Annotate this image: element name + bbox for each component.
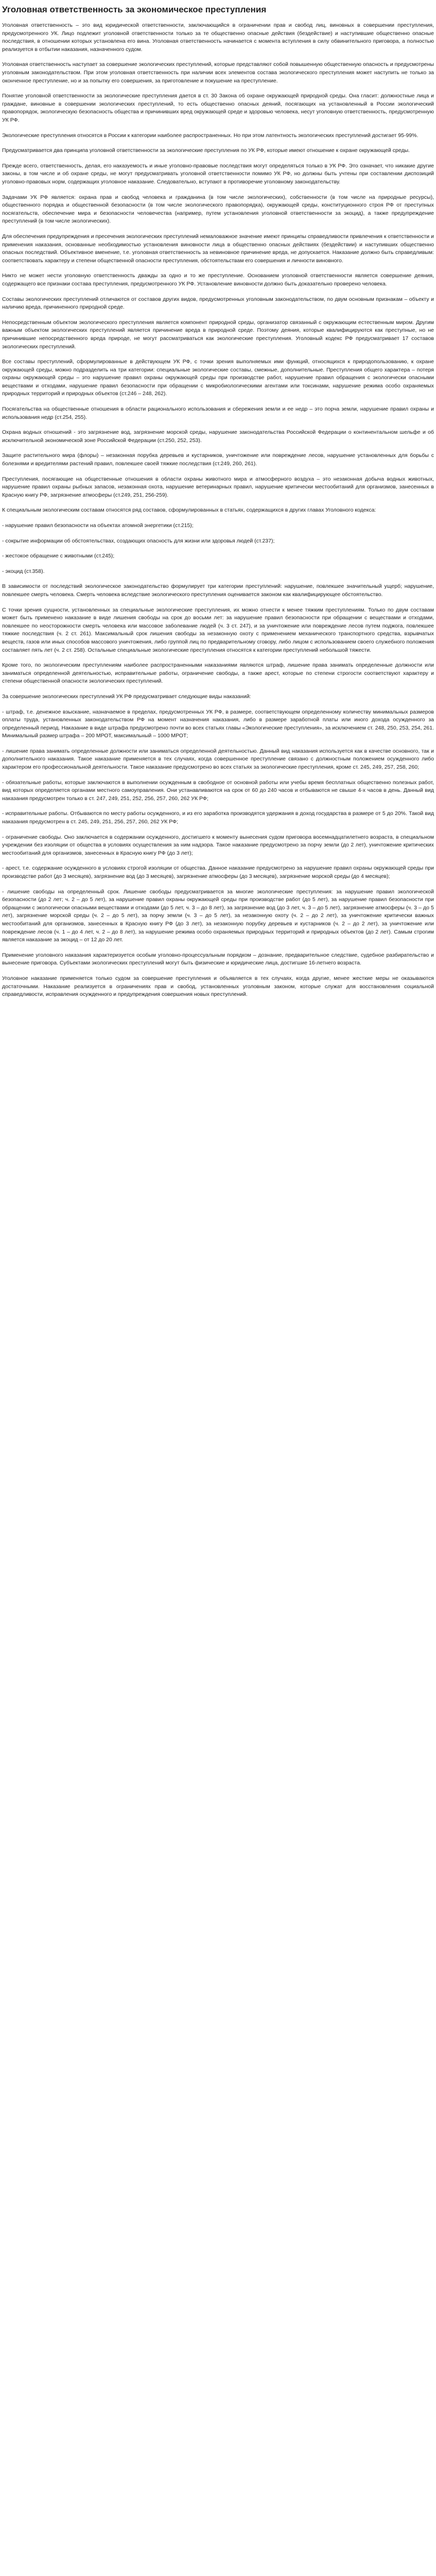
paragraph: Прежде всего, ответственность, делая, его наказуемость и иные уголовно-правовые последствия могут определяться только в УК РФ. Это означает, что никакие другие законы, в том числе и об охране среды, не могут предусматривать уголовной ответственности помимо УК РФ, но должны быть учтены при составлении диспозиций уголовно-правовых норм, содержащих уголовное наказание. Следовательно, вступают в противоречие уголовному законодательству. [2, 162, 434, 185]
paragraph: - сокрытие информации об обстоятельствах, создающих опасность для жизни или здоровья людей (ст.237); [2, 537, 275, 544]
paragraph: Все составы преступлений, сформулированные в действующем УК РФ, с точки зрения выполняемых ими функций, относящихся к природопользованию, к охране окружающей среды, можно подразделить на три категории: специальные экологические составы, смежные, дополнительные. Преступления общего характера – потеря охраны окружающей среды – это нарушение правил охраны окружающей среды при производстве работ, нарушение правил обращения с экологически опасными веществами и отходами, нарушение правил безопасности при обращении с микробиологическими агентами или токсинами, нарушение режима особо охраняемых природных территорий и природных объектов (ст.246 – 248, 262). [2, 359, 434, 397]
paragraph: Для обеспечения предупреждения и пресечения экологических преступлений немаловажное значение имеют принципы справедливости привлечения к ответственности и применения наказания, основанные необходимостью установления виновности лица в общественно опасных действиях (бездействии) и наступивших общественно опасных последствий. Объективное вменение, т.е. уголовная ответственность за невиновное причинение вреда, не допускается. Наказание должно быть справедливым: соответствовать характеру и степени общественной опасности преступления, обстоятельствам его совершения и личности виновного. [2, 233, 434, 264]
paragraph: Понятие уголовной ответственности за экологические преступления дается в ст. 30 Закона об охране окружающей природной среды. Она гласит: должностные лица и граждане, виновные в совершении экологических преступлений, то есть общественно опасных деяний, посягающих на установленный в России экологический правопорядок, экологическую безопасность общества и причинивших вред окружающей среде и здоровью человека, несут уголовную ответственность, предусмотренную УК РФ. [2, 93, 434, 124]
paragraph: Непосредственным объектом экологического преступления является компонент природной среды, организатор связанный с окружающим естественным миром. Другим важным объектом экологических преступлений является причинение вреда в природной среде. Поэтому деяния, которые квалифицируются как преступные, но не причинившие непосредственного вреда природе, не могут рассматриваться как экологические преступления. Уголовный кодекс РФ предусматривает 17 составов экологических преступлений. [2, 319, 434, 350]
paragraph: - нарушение правил безопасности на объектах атомной энергетики (ст.215); [2, 522, 194, 529]
paragraph: - исправительные работы. Отбываются по месту работы осужденного, и из его заработка производятся удержания в доход государства в размере от 5 до 20%. Такой вид наказания предусмотрен в ст. 245, 249, 251, 256, 257, 260, 262 УК РФ; [2, 810, 434, 825]
paragraph: Предусматривается два принципа уголовной ответственности за экологические преступления по УК РФ, которые имеют отношение к охране окружающей среды. [2, 147, 410, 154]
paragraph: Посягательства на общественные отношения в области рационального использования и сбережения земли и ее недр – это порча земли, нарушение правил охраны и использования недр (ст.254, 255). [2, 406, 434, 420]
paragraph: - арест, т.е. содержание осужденного в условиях строгой изоляции от общества. Данное наказание предусмотрено за нарушение правил охраны окружающей среды при производстве работ (до 3 месяцев), загрязнение вод (до 3 месяцев), загрязнение атмосферы (до 3 месяцев), загрязнение морской среды (до 4 месяцев); [2, 865, 434, 879]
paragraph: - штраф, т.е. денежное взыскание, назначаемое в пределах, предусмотренных УК РФ, в размере, соответствующем определенному количеству минимальных размеров оплаты труда, установленных законодательством РФ на момент назначения наказания, либо в размере заработной платы или иного дохода осужденного за определенный период. Наказание в виде штрафа предусмотрено почти во всех статьях главы «Экологические преступления», за исключением ст. 248, 250, 253, 254, 261. Минимальный размер штрафа – 200 МРОТ, максимальный – 1000 МРОТ; [2, 708, 434, 739]
paragraph: Составы экологических преступлений отличаются от составов других видов, предусмотренных уголовным законодательством, по двум основным признакам – объекту и наличию вреда, причиненного природной среде. [2, 296, 434, 311]
paragraph: - ограничение свободы. Оно заключается в содержании осужденного, достигшего к моменту вынесения судом приговора восемнадцатилетнего возраста, в специальном учреждении без изоляции от общества в условиях осуществления за ним надзора. Такое наказание предусмотрено за порчу земли (до 2 лет), уничтожение критических местообитаний для организмов, занесенных в Красную книгу РФ (до 3 лет); [2, 834, 434, 856]
paragraph: - экоцид (ст.358). [2, 568, 45, 574]
paragraph: - лишение свободы на определенный срок. Лишение свободы предусматривается за многие экологические преступления: за нарушение правил экологической безопасности (до 2 лет; ч. 2 – до 5 лет), за нарушение правил охраны окружающей среды при производстве работ (до 5 лет), за нарушение правил безопасности при обращении с экологически опасными веществами и отходами (до 5 лет, ч. 3 – до 8 лет), за загрязнение вод (до 3 лет, ч. 3 – до 5 лет), загрязнение атмосферы (ч. 3 – до 5 лет), загрязнение морской среды (ч. 2 – до 5 лет), за порчу земли (ч. 3 – до 5 лет), за незаконную охоту (ч. 2 – до 2 лет), за уничтожение критически важных местообитаний для организмов, занесенных в Красную книгу РФ (до 3 лет), за незаконную порубку деревьев и кустарников (ч. 2 – до 2 лет), за уничтожение или повреждение лесов (ч. 1 – до 4 лет, ч. 2 – до 8 лет), за нарушение режима особо охраняемых природных территорий и природных объектов (до 2 лет). Самым строгим является наказание за экоцид – от 12 до 20 лет. [2, 888, 434, 943]
paragraph: - жестокое обращение с животными (ст.245); [2, 553, 115, 560]
paragraph: Преступления, посягающие на общественные отношения в области охраны животного мира и атмосферного воздуха – это незаконная добыча водных животных, нарушение правил охраны рыбных запасов, незаконная охота, нарушение ветеринарных правил, нарушение критически местообитаний для организмов, занесенных в Красную книгу РФ, загрязнение атмосферы (ст.249, 251, 256-259). [2, 476, 434, 498]
paragraph: Применение уголовного наказания характеризуется особым уголовно-процессуальным порядком – дознание, предварительное следствие, судебное разбирательство и вынесение приговора. Субъектами экологических преступлений могут быть физические и юридические лица, достигшие 16-летнего возраста. [2, 952, 434, 967]
paragraph: Задачами УК РФ является: охрана прав и свобод человека и гражданина (в том числе экологических), собственности (в том числе на природные ресурсы), общественного порядка и общественной безопасности (в том числе экологического правопорядка), окружающей среды, конституционного строя РФ от преступных посягательств, обеспечение мира и безопасности человечества (например, путем установления уголовной ответственности за экоцид), а также предупреждение преступлений (в том числе экологических). [2, 194, 434, 225]
paragraph: Уголовная ответственность наступает за совершение экологических преступлений, которые представляют собой повышенную общественную опасность и предусмотрены уголовным законодательством. При этом уголовная ответственность при наличии всех элементов состава экологического преступления может наступить не только за оконченное преступление, но и за попытку его совершения, за приготовление и покушение на преступление. [2, 61, 434, 84]
paragraph: Кроме того, по экологическим преступлениям наиболее распространенными наказаниями являются штраф, лишение права занимать определенные должности или заниматься определенной деятельностью, исправительные работы, ограничение свободы, а также арест, которые по степени строгости соответствуют характеру и степени общественной опасности экологических преступлений. [2, 662, 434, 685]
paragraph: Защите растительного мира (флоры) – незаконная порубка деревьев и кустарников, уничтожение или повреждение лесов, нарушение установленных для борьбы с болезнями и вредителями растений правил, повлекшее своей тяжкие последствия (ст.249, 260, 261). [2, 452, 434, 467]
paragraph: В зависимости от последствий экологическое законодательство формулирует три категории преступлений: нарушение, повлекшее значительный ущерб; нарушение, повлекшее смерть человека. Смерть человека вследствие экологического преступления оценивается законом как квалифицирующее обстоятельство. [2, 583, 434, 598]
paragraph: Никто не может нести уголовную ответственность дважды за одно и то же преступление. Основанием уголовной ответственности является совершение деяния, содержащего все признаки состава преступления, предусмотренного УК РФ. Установление виновности должно быть доказательно проверено человека. [2, 273, 434, 287]
paragraph: Экологические преступления относятся в России к категории наиболее распространенных. Но при этом латентность экологических преступлений достигает 95-99%. [2, 132, 418, 139]
page [0, 0, 436, 1019]
paragraph: За совершение экологических преступлений УК РФ предусматривает следующие виды наказаний: [2, 693, 251, 700]
paragraph: - обязательные работы, которые заключаются в выполнении осужденным в свободное от основной работы или учебы время бесплатных общественно полезных работ, вид которых определяется органами местного самоуправления. Они устанавливаются на срок от 60 до 240 часов и отбываются не свыше 4-х часов в день. Данный вид наказания предусмотрен только в ст. 247, 249, 251, 252, 256, 257, 260, 262 УК РФ; [2, 779, 434, 802]
article-body [2, 22, 434, 999]
paragraph: Охрана водных отношений - это загрязнение вод, загрязнение морской среды, нарушение законодательства Российской Федерации о континентальном шельфе и об исключительной экономической зоне Российской Федерации (ст.250, 252, 253). [2, 429, 434, 444]
paragraph: С точки зрения сущности, установленных за специальные экологические преступления, их можно отнести к менее тяжким преступлениям. Только по двум составам может быть применено наказание в виде лишения свободы на срок до восьми лет: за нарушение правил безопасности при обращении с веществами и отходами, повлекшее по неосторожности смерть человека или массовое заболевание людей (ч. 3 ст. 247), и за уничтожение или повреждение лесов путем поджога, повлекшее тяжкие последствия (ч. 2 ст. 261). Максимальный срок лишения свободы за незаконную охоту с применением механического транспортного средства, взрывчатых веществ, газов или иных способов массового уничтожения, либо группой лиц по предварительному сговору, либо лицом с использованием своего служебного положения составляет пять лет (ч. 2 ст. 258). Остальные специальные экологические преступления относятся к категории преступлений небольшой тяжести. [2, 606, 434, 653]
paragraph: - лишение права занимать определенные должности или заниматься определенной деятельностью. Данный вид наказания используется как в качестве основного, так и дополнительного наказания. Такое наказание применяется в тех случаях, когда совершенное преступление связано с должностным положением осужденного либо характером его профессиональной деятельности. Такое наказание предусмотрено во всех статьях за экологические преступления, кроме ст. 245, 249, 257, 258, 260; [2, 748, 434, 771]
paragraph: Уголовное наказание применяется только судом за совершение преступления и объявляется в тех случаях, когда другие, менее жесткие меры не оказываются достаточными. Наказание реализуется в ограничениях прав и свобод, установленных уголовным законом, которые служат для восстановления социальной справедливости, исправления осужденного и предупреждения совершения новых преступлений. [2, 975, 434, 998]
paragraph: Уголовная ответственность – это вид юридической ответственности, заключающийся в ограничении прав и свобод лиц, виновных в совершении преступления, предусмотренного УК. Лицо подлежит уголовной ответственности только за те общественно опасные действия (бездействие) и наступившие общественно опасные последствия, в отношении которых установлена его вина. Уголовная ответственность начинается с момента вступления в силу обвинительного приговора, а полностью реализуется в отбытии наказания, назначенного судом. [2, 22, 434, 53]
page-title: Уголовная ответственность за экономическое преступления [2, 5, 267, 14]
paragraph: К специальным экологическим составам относятся ряд составов, сформулированных в статьях, содержащихся в других главах Уголовного кодекса: [2, 507, 376, 514]
